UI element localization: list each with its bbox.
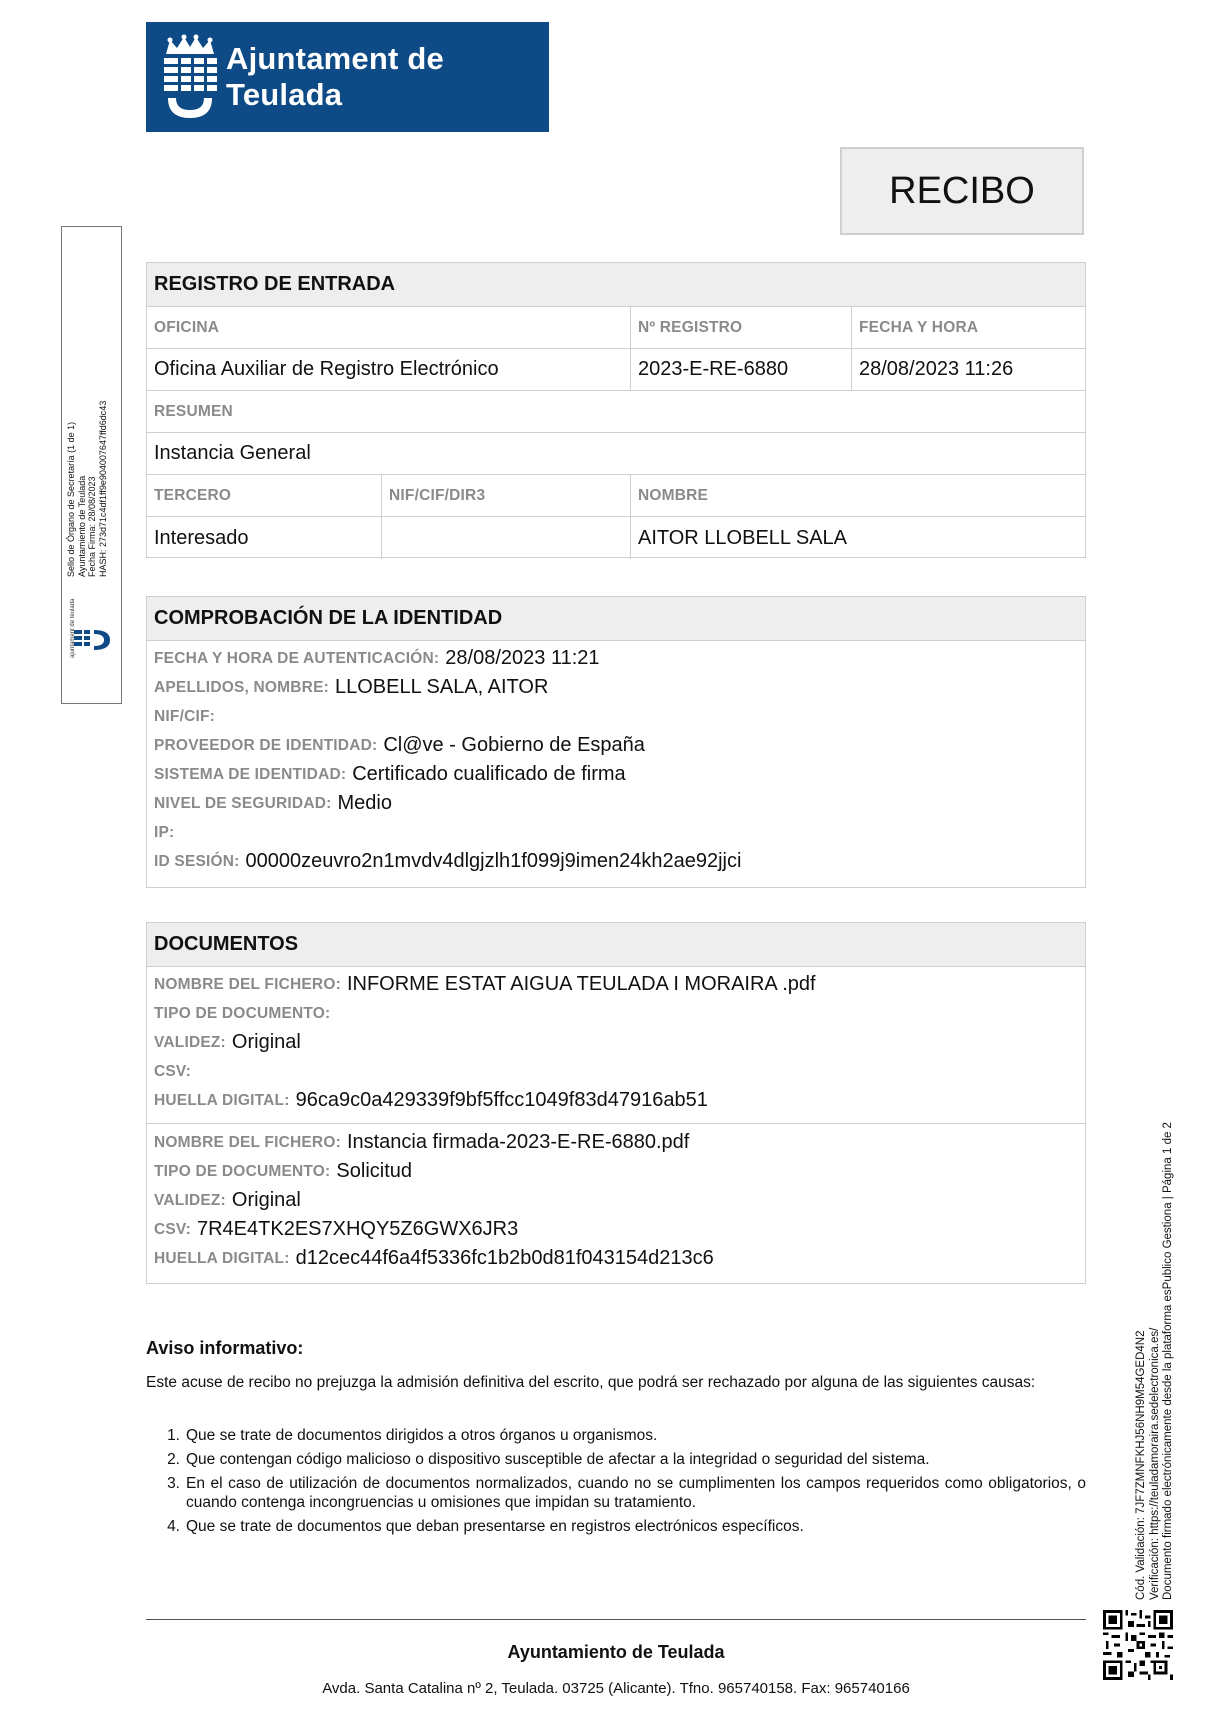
aviso-item-number: 4. — [167, 1518, 180, 1535]
nombre-label: NOMBRE — [638, 486, 709, 504]
oficina-label: OFICINA — [147, 307, 631, 348]
nombre-value: AITOR LLOBELL SALA — [638, 526, 847, 549]
identidad-label: APELLIDOS, NOMBRE: — [154, 678, 329, 696]
documento-2 — [147, 1124, 1085, 1273]
identidad-label: ID SESIÓN: — [154, 852, 240, 870]
identidad-value: Cl@ve - Gobierno de España — [383, 734, 645, 756]
doc-value: INFORME ESTAT AIGUA TEULADA I MORAIRA .pdf — [346, 973, 816, 995]
nregistro-value: 2023-E-RE-6880 — [631, 349, 852, 390]
identidad-value: LLOBELL SALA, AITOR — [334, 676, 549, 698]
nregistro-label: Nº REGISTRO — [631, 307, 852, 348]
aviso-title: Aviso informativo: — [146, 1338, 304, 1358]
doc-value: Original — [231, 1031, 301, 1053]
identidad-item — [147, 673, 1085, 702]
fecha-label: FECHA Y HORA — [859, 318, 979, 336]
identidad-label: SISTEMA DE IDENTIDAD: — [154, 765, 347, 783]
identidad-item — [147, 644, 1085, 673]
documentos-heading: DOCUMENTOS — [147, 923, 1085, 967]
documentos-box — [146, 922, 1086, 1284]
identidad-item — [147, 760, 1085, 789]
aviso-item — [146, 1450, 1086, 1469]
doc-label: TIPO DE DOCUMENTO: — [154, 1004, 331, 1022]
footer-name: Ayuntamiento de Teulada — [507, 1642, 725, 1662]
doc-value: Solicitud — [336, 1160, 413, 1182]
doc-label: CSV: — [154, 1062, 191, 1080]
aviso-item — [146, 1474, 1086, 1512]
identidad-box — [146, 596, 1086, 888]
stamp-mini-logo-text: ajuntament de teulada — [70, 598, 76, 658]
doc-label: TIPO DE DOCUMENTO: — [154, 1162, 331, 1180]
doc-value: 96ca9c0a429339f9bf5ffcc1049f83d47916ab51 — [295, 1089, 708, 1111]
identidad-value: 00000zeuvro2n1mvdv4dlgjzlh1f099j9imen24kh2ae92jjci — [245, 850, 742, 872]
doc-label: VALIDEZ: — [154, 1033, 226, 1051]
validation-line: Documento firmado electrónicamente desde la plataforma esPublico Gestiona | Página 1 de 2 — [1162, 1122, 1174, 1600]
validation-line: Cód. Validación: 7JF7ZMNFKHJ56NH9M54GED4N2 — [1135, 1330, 1147, 1600]
aviso-item-text: En el caso de utilización de documentos normalizados, cuando no se cumplimenten los campos requeridos como obligatorios, o cuando contenga incongruencias u omisiones que impidan su tratamiento. — [186, 1475, 1086, 1511]
doc-label: VALIDEZ: — [154, 1191, 226, 1209]
aviso-list — [146, 1426, 1086, 1541]
aviso-item-number: 3. — [167, 1475, 180, 1492]
doc-value: Instancia firmada-2023-E-RE-6880.pdf — [346, 1131, 690, 1153]
doc-label: CSV: — [154, 1220, 191, 1238]
resumen-value: Instancia General — [154, 442, 311, 464]
aviso-item — [146, 1426, 1086, 1445]
identidad-item — [147, 818, 1085, 847]
registro-entrada-box — [146, 262, 1086, 558]
identidad-item — [147, 702, 1085, 731]
aviso-item-number: 2. — [167, 1451, 180, 1468]
resumen-label: RESUMEN — [154, 402, 233, 420]
qr-code-icon — [1103, 1610, 1173, 1680]
aviso-item-text: Que contengan código malicioso o dispositivo susceptible de afectar a la integridad o seguridad del sistema. — [186, 1451, 930, 1468]
nif-label: NIF/CIF/DIR3 — [382, 475, 631, 516]
validation-line[interactable]: Verificación: https://teuladamoraira.sedelectronica.es/ — [1148, 1327, 1161, 1600]
identidad-label: FECHA Y HORA DE AUTENTICACIÓN: — [154, 649, 440, 667]
identidad-label: NIF/CIF: — [154, 707, 216, 725]
identidad-label: PROVEEDOR DE IDENTIDAD: — [154, 736, 378, 754]
doc-label: HUELLA DIGITAL: — [154, 1091, 290, 1109]
oficina-value: Oficina Auxiliar de Registro Electrónico — [147, 349, 631, 390]
fecha-value: 28/08/2023 11:26 — [859, 358, 1014, 380]
doc-value: Original — [231, 1189, 301, 1211]
teulada-emblem-icon — [160, 34, 220, 120]
identidad-item — [147, 731, 1085, 760]
documento-1 — [147, 967, 1085, 1124]
stamp-line: Ayuntamiento de Teulada — [76, 475, 87, 577]
aviso-item-text: Que se trate de documentos que deban presentarse en registros electrónicos específicos. — [186, 1518, 804, 1535]
doc-label: NOMBRE DEL FICHERO: — [154, 975, 341, 993]
doc-value: d12cec44f6a4f5336fc1b2b0d81f043154d213c6 — [295, 1247, 714, 1269]
footer-address: Avda. Santa Catalina nº 2, Teulada. 03725 (Alicante). Tfno. 965740158. Fax: 965740166 — [322, 1680, 910, 1697]
tercero-label: TERCERO — [147, 475, 382, 516]
doc-label: HUELLA DIGITAL: — [154, 1249, 290, 1267]
ajuntament-logo — [146, 22, 549, 132]
recibo-title: RECIBO — [840, 147, 1084, 235]
doc-value: 7R4E4TK2ES7XHQY5Z6GWX6JR3 — [196, 1218, 519, 1240]
stamp-text — [66, 277, 108, 577]
identidad-heading: COMPROBACIÓN DE LA IDENTIDAD — [147, 597, 1085, 641]
identidad-value: Certificado cualificado de firma — [352, 763, 626, 785]
identidad-value: Medio — [337, 792, 392, 814]
identidad-label: NIVEL DE SEGURIDAD: — [154, 794, 332, 812]
footer-divider — [146, 1619, 1086, 1620]
tercero-value: Interesado — [147, 517, 382, 559]
logo-title: Ajuntament de Teulada — [226, 41, 444, 112]
stamp-line: HASH: 273d71c4df1ff9e904007647ffd6dc43 — [97, 400, 108, 577]
aviso-text: Este acuse de recibo no prejuzga la admisión definitiva del escrito, que podrá ser rechazado por alguna de las siguientes causas: — [146, 1374, 1036, 1391]
stamp-line: Fecha Firma: 28/08/2023 — [87, 476, 97, 577]
validation-text — [1135, 1080, 1176, 1600]
aviso-item — [146, 1517, 1086, 1536]
identidad-label: IP: — [154, 823, 175, 841]
identidad-value: 28/08/2023 11:21 — [445, 647, 600, 669]
nif-value — [382, 517, 631, 559]
registro-heading: REGISTRO DE ENTRADA — [147, 263, 1085, 307]
aviso-item-number: 1. — [167, 1427, 180, 1444]
stamp-line: Sello de Órgano de Secretaría (1 de 1) — [66, 421, 76, 577]
identidad-item — [147, 789, 1085, 818]
aviso-item-text: Que se trate de documentos dirigidos a otros órganos u organismos. — [186, 1427, 658, 1444]
doc-label: NOMBRE DEL FICHERO: — [154, 1133, 341, 1151]
identidad-item — [147, 847, 1085, 876]
